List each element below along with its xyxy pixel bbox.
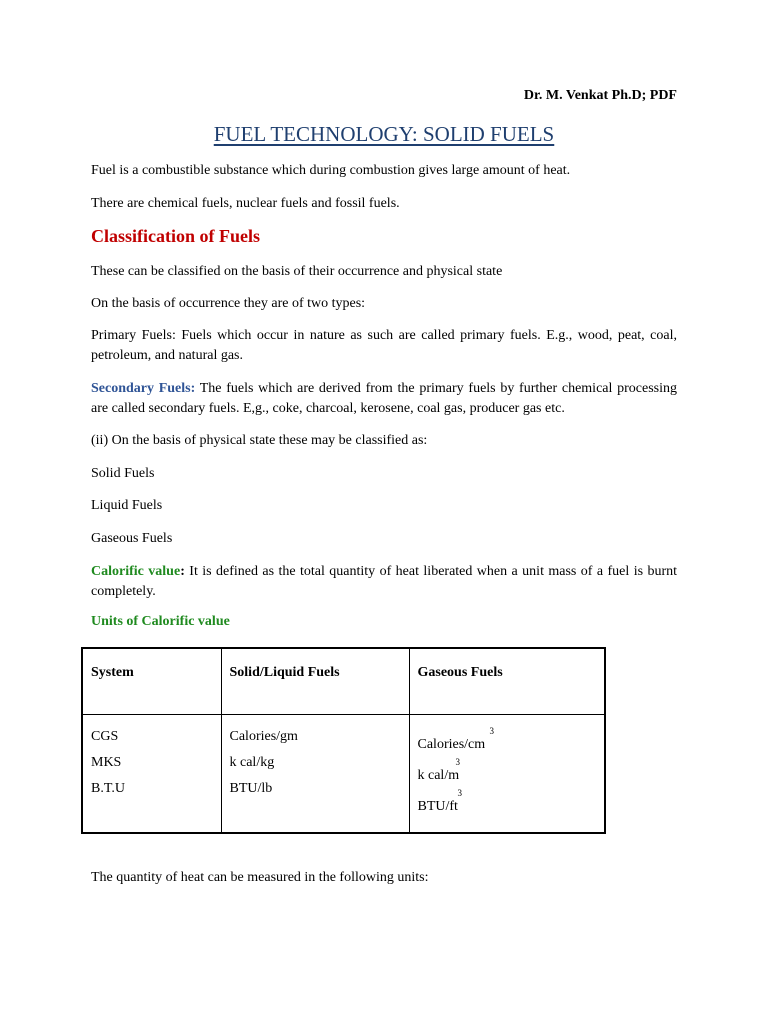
units-heading: Units of Calorific value xyxy=(91,614,230,629)
secondary-fuels-label: Secondary Fuels: xyxy=(91,381,196,396)
intro-paragraph-1: Fuel is a combustible substance which during combustion gives large amount of heat. xyxy=(91,163,571,178)
section-heading-classification: Classification of Fuels xyxy=(91,226,260,246)
fuel-type-solid: Solid Fuels xyxy=(91,466,155,481)
gas-unit-text: k cal/m xyxy=(417,767,460,783)
solid-liquid-cell xyxy=(221,714,409,833)
calorific-value-label: Calorific value xyxy=(91,564,181,579)
primary-fuels-paragraph: Primary Fuels: Fuels which occur in nature as such are called primary fuels. E.g., wood, peat, coal, petroleum, and natural gas. xyxy=(91,328,677,363)
unit-kcal-kg: k cal/kg xyxy=(229,754,275,770)
header-gaseous: Gaseous Fuels xyxy=(409,648,605,714)
closing-paragraph: The quantity of heat can be measured in the following units: xyxy=(91,870,429,885)
secondary-fuels-text: The fuels which are derived from the primary fuels by further chemical processing are called secondary fuels. E,g., coke, charcoal, kerosene, coal gas, producer gas etc. xyxy=(91,381,677,416)
units-table xyxy=(81,647,606,834)
gas-unit-kcal-m xyxy=(418,758,605,786)
page-title: FUEL TECHNOLOGY: SOLID FUELS xyxy=(213,122,555,146)
superscript-3: 3 xyxy=(489,725,494,736)
author-line: Dr. M. Venkat Ph.D; PDF xyxy=(523,88,677,103)
occurrence-text: On the basis of occurrence they are of two types: xyxy=(91,296,366,311)
header-system: System xyxy=(82,648,221,714)
system-cell xyxy=(82,714,221,833)
system-cgs: CGS xyxy=(91,728,119,744)
system-btu: B.T.U xyxy=(91,780,125,796)
physical-state-text: (ii) On the basis of physical state these may be classified as: xyxy=(91,433,428,448)
intro-paragraph-2: There are chemical fuels, nuclear fuels and fossil fuels. xyxy=(91,196,400,211)
calorific-value-paragraph xyxy=(91,562,677,602)
fuel-type-liquid: Liquid Fuels xyxy=(91,498,163,513)
calorific-colon: : xyxy=(180,564,185,579)
header-solid-liquid: Solid/Liquid Fuels xyxy=(221,648,409,714)
superscript-3: 3 xyxy=(457,787,462,798)
gas-unit-text: Calories/cm xyxy=(417,736,486,752)
secondary-fuels-paragraph xyxy=(91,379,677,419)
gas-unit-text: BTU/ft xyxy=(417,798,458,814)
system-mks: MKS xyxy=(91,754,122,770)
superscript-3: 3 xyxy=(455,756,460,767)
unit-calories-gm: Calories/gm xyxy=(229,728,298,744)
classification-basis-text: These can be classified on the basis of their occurrence and physical state xyxy=(91,264,503,279)
calorific-value-text: It is defined as the total quantity of heat liberated when a unit mass of a fuel is burnt completely. xyxy=(91,564,678,599)
unit-btu-lb: BTU/lb xyxy=(229,780,273,796)
fuel-type-gaseous: Gaseous Fuels xyxy=(91,531,173,546)
gas-unit-calories-cm xyxy=(418,727,605,755)
gaseous-cell xyxy=(409,714,605,833)
table-row xyxy=(82,714,605,833)
table-header-row xyxy=(82,648,605,714)
gas-unit-btu-ft xyxy=(418,789,605,817)
